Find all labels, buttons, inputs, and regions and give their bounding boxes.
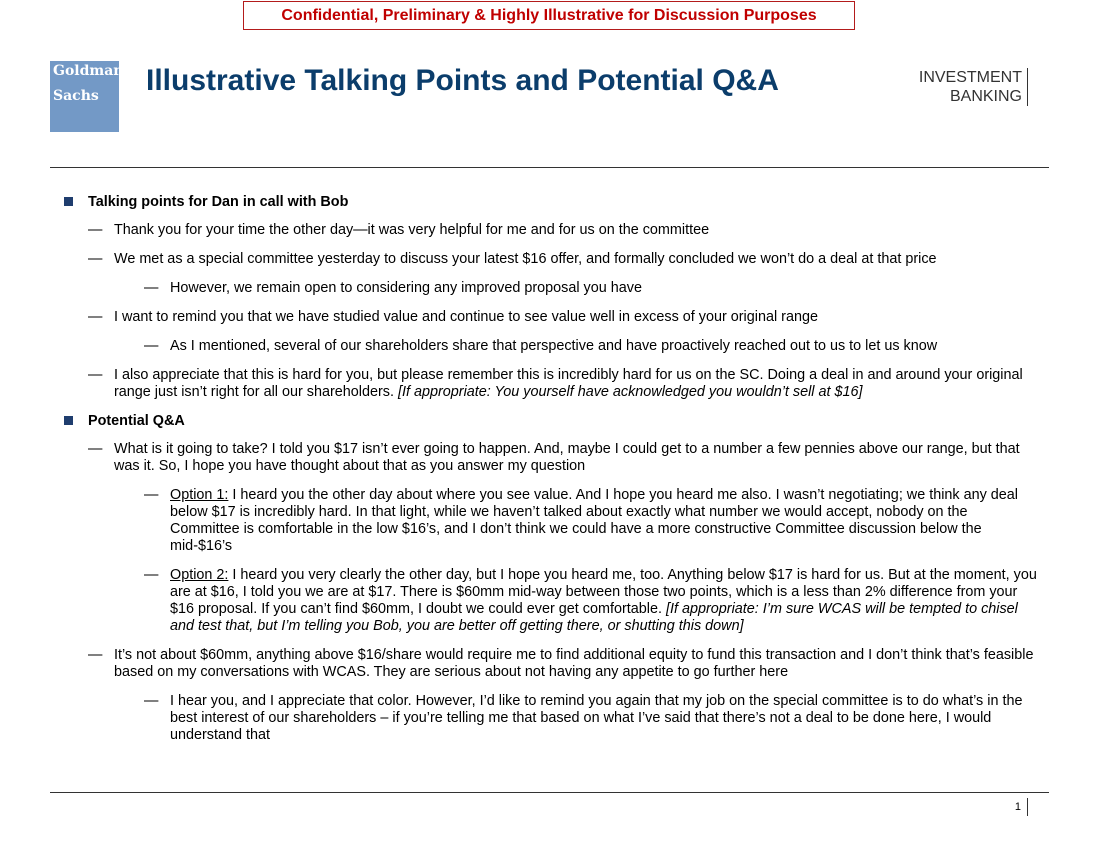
sub-list-item-text: However, we remain open to considering any improved proposal you have xyxy=(170,280,642,296)
section-heading-talking-points xyxy=(64,194,1039,211)
list-item xyxy=(64,441,1039,475)
sub-list-item xyxy=(64,567,1039,635)
option-text: I heard you the other day about where you see value. And I hope you heard me also. I wasn’t negotiating; we think any deal below $17 is incredibly hard. In that light, while we haven’t talked about exactly what number we would accept, nobody on the Committee is comfortable in the low $16’s, and I don’t think we could have a more constructive Committee discussion below the mid-$16’s xyxy=(170,487,1019,554)
section-heading-text: Talking points for Dan in call with Bob xyxy=(88,194,349,210)
confidential-banner: Confidential, Preliminary & Highly Illustrative for Discussion Purposes xyxy=(243,1,855,30)
talking-points-body xyxy=(64,191,1039,756)
option-label: Option 2: xyxy=(170,567,229,583)
division-label xyxy=(919,68,1028,106)
list-item xyxy=(64,309,1039,326)
logo-line-2: Sachs xyxy=(53,88,99,104)
section-heading-text: Potential Q&A xyxy=(88,413,185,429)
list-item xyxy=(64,647,1039,681)
goldman-sachs-logo xyxy=(50,61,124,132)
dash-bullet: — xyxy=(144,487,159,503)
header-rule xyxy=(50,167,1049,168)
list-item-text: We met as a special committee yesterday to discuss your latest $16 offer, and formally concluded we won’t do a deal at that price xyxy=(114,251,937,267)
section-heading-qa xyxy=(64,413,1039,430)
dash-bullet: — xyxy=(144,567,159,583)
square-bullet-icon xyxy=(64,416,73,425)
sub-list-item xyxy=(64,487,1039,555)
dash-bullet: — xyxy=(144,693,159,709)
dash-bullet: — xyxy=(144,338,159,354)
list-item-plain-text: I also appreciate that this is hard for you, but please remember this is incredibly hard for us on the SC. Doing a deal in and around your original range just isn’t right for all our shareholders. xyxy=(114,367,1023,400)
answer-option-1 xyxy=(170,487,1039,555)
dash-bullet: — xyxy=(88,222,103,238)
dash-bullet: — xyxy=(88,367,103,383)
dash-bullet: — xyxy=(88,309,103,325)
page-number: 1 xyxy=(1015,798,1028,816)
footer-rule xyxy=(50,792,1049,793)
sub-list-item xyxy=(64,280,1039,297)
list-item-text: Thank you for your time the other day—it was very helpful for me and for us on the committee xyxy=(114,222,710,238)
italic-note: [If appropriate: I’m sure WCAS will be tempted to chisel and test that, but I’m telling you Bob, you are better off getting there, or shutting this down] xyxy=(170,601,1018,634)
dash-bullet: — xyxy=(88,647,103,663)
question-text: What is it going to take? I told you $17 isn’t ever going to happen. And, maybe I could get to a number a few pennies above our range, but that was it. So, I hope you have thought about that as you answer my question xyxy=(114,441,1020,474)
sub-list-item-text: As I mentioned, several of our shareholders share that perspective and have proactively reached out to us to let us know xyxy=(170,338,938,354)
square-bullet-icon xyxy=(64,197,73,206)
option-label: Option 1: xyxy=(170,487,229,503)
option-text: I heard you very clearly the other day, but I hope you heard me, too. Anything below $17 is hard for us. But at the moment, you are at $16, I told you we are at $17. There is $60mm mid-way between those two points, which is a less than 2% difference from your $16 proposal. If you can’t find $60mm, I doubt we could ever get comfortable. xyxy=(170,567,1037,617)
division-line-2: BANKING xyxy=(949,88,1022,105)
list-item-text xyxy=(114,367,1039,401)
answer-option-2 xyxy=(170,567,1039,635)
list-item-text: I want to remind you that we have studied value and continue to see value well in excess of your original range xyxy=(114,309,818,325)
dash-bullet: — xyxy=(88,441,103,457)
dash-bullet: — xyxy=(144,280,159,296)
list-item xyxy=(64,222,1039,239)
sub-list-item xyxy=(64,693,1039,744)
sub-list-item xyxy=(64,338,1039,355)
logo-line-1: Goldman xyxy=(53,63,124,79)
italic-note: [If appropriate: You yourself have acknowledged you wouldn’t sell at $16] xyxy=(397,384,863,400)
dash-bullet: — xyxy=(88,251,103,267)
list-item xyxy=(64,251,1039,268)
division-line-1: INVESTMENT xyxy=(918,69,1022,86)
list-item xyxy=(64,367,1039,401)
answer-text: I hear you, and I appreciate that color. However, I’d like to remind you again that my job on the special committee is to do what’s in the best interest of our shareholders – if you’re telling me that based on what I’ve said that there’s not a deal to be done here, I would understand that xyxy=(170,693,1023,743)
page-title: Illustrative Talking Points and Potential Q&A xyxy=(146,64,779,97)
question-text: It’s not about $60mm, anything above $16/share would require me to find additional equity to fund this transaction and I don’t think that’s feasible based on my conversations with WCAS. They are serious about not having any appetite to go further here xyxy=(114,647,1034,680)
